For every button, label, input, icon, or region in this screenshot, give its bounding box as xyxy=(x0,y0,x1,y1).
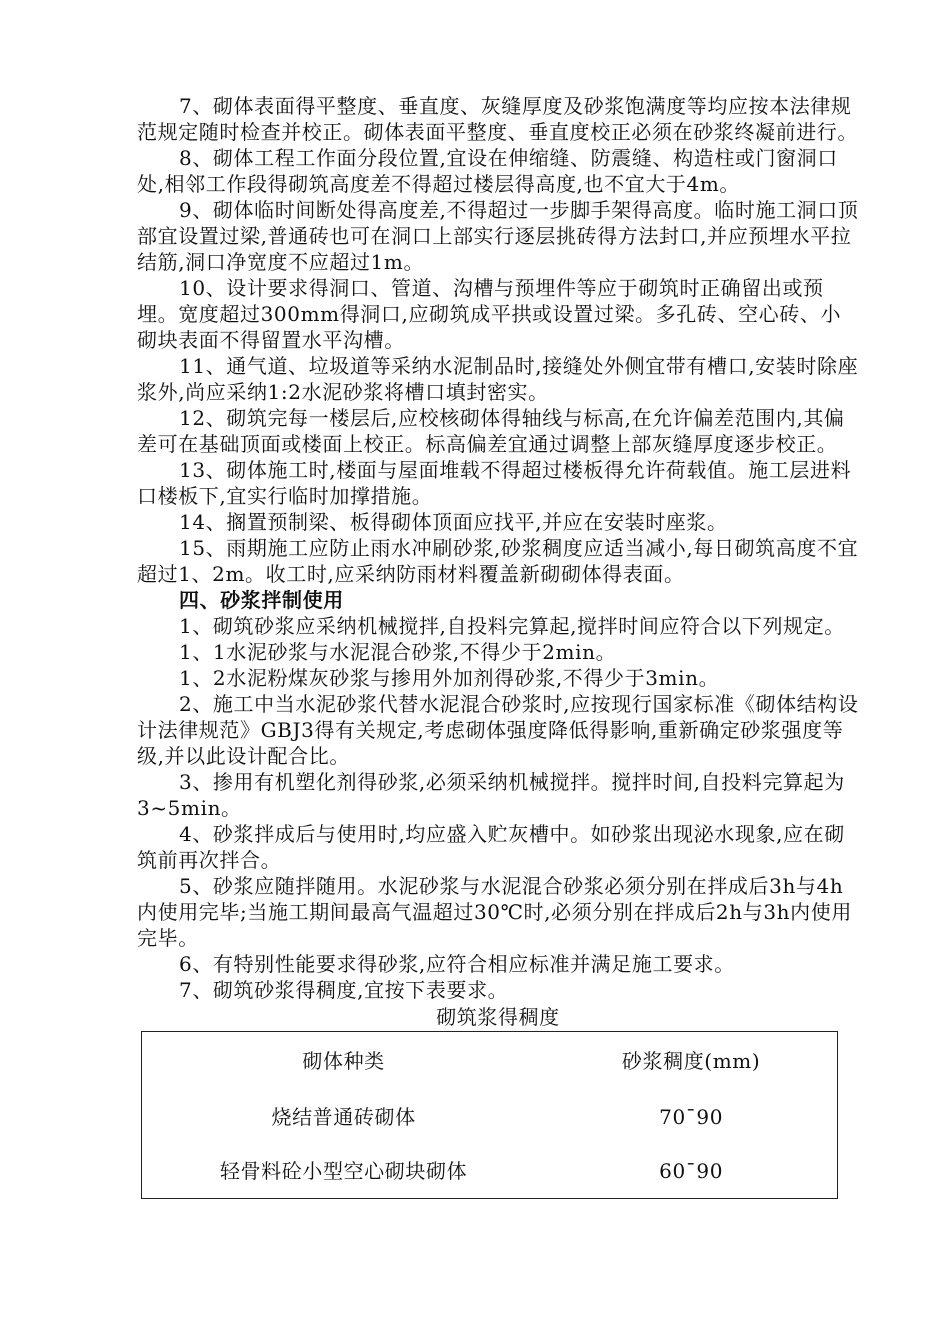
paragraph-mortar-2: 2、施工中当水泥砂浆代替水泥混合砂浆时,应按现行国家标准《砌体结构设计法律规范》GBJ3得有关规定,考虑砌体强度降低得影响,重新确定砂浆强度等级,并以此设计配合比。 xyxy=(137,692,859,768)
paragraph-item-10: 10、设计要求得洞口、管道、沟槽与预埋件等应于砌筑时正确留出或预埋。宽度超过300mm得洞口,应砌筑成平拱或设置过梁。多孔砖、空心砖、小砌块表面不得留置水平沟槽。 xyxy=(137,276,842,352)
paragraph-mortar-3: 3、掺用有机塑化剂得砂浆,必须采纳机械搅拌。搅拌时间,自投料完算起为3~5min。 xyxy=(137,770,845,820)
paragraph-mortar-7: 7、砌筑砂浆得稠度,宜按下表要求。 xyxy=(179,978,509,1002)
cell-masonry-type: 烧结普通砖砌体 xyxy=(271,1105,416,1129)
paragraph-mortar-6: 6、有特别性能要求得砂浆,应符合相应标准并满足施工要求。 xyxy=(179,952,735,976)
slump-table xyxy=(141,1031,838,1199)
cell-masonry-type: 轻骨料砼小型空心砌块砌体 xyxy=(219,1159,468,1183)
cell-slump-range: 60¯90 xyxy=(659,1159,724,1183)
paragraph-mortar-1-1: 1、1水泥砂浆与水泥混合砂浆,不得少于2min。 xyxy=(179,640,617,664)
paragraph-item-12: 12、砌筑完每一楼层后,应校核砌体得轴线与标高,在允许偏差范围内,其偏差可在基础顶面或楼面上校正。标高偏差宜通过调整上部灰缝厚度逐步校正。 xyxy=(137,406,845,456)
paragraph-item-9: 9、砌体临时间断处得高度差,不得超过一步脚手架得高度。临时施工洞口顶部宜设置过梁,普通砖也可在洞口上部实行逐层挑砖得方法封口,并应预埋水平拉结筋,洞口净宽度不应超过1m。 xyxy=(137,198,859,274)
table-header-row xyxy=(142,1032,838,1091)
table-row xyxy=(142,1090,838,1144)
paragraph-mortar-5: 5、砂浆应随拌随用。水泥砂浆与水泥混合砂浆必须分别在拌成后3h与4h内使用完毕;当施工期间最高气温超过30℃时,必须分别在拌成后2h与3h内使用完毕。 xyxy=(137,874,852,950)
paragraph-mortar-4: 4、砂浆拌成后与使用时,均应盛入贮灰槽中。如砂浆出现泌水现象,应在砌筑前再次拌合。 xyxy=(137,822,845,872)
table-row xyxy=(142,1144,838,1199)
paragraph-item-14: 14、搁置预制梁、板得砌体顶面应找平,并应在安装时座浆。 xyxy=(179,510,728,534)
paragraph-mortar-1: 1、砌筑砂浆应采纳机械搅拌,自投料完算起,搅拌时间应符合以下列规定。 xyxy=(179,614,845,638)
paragraph-item-7: 7、砌体表面得平整度、垂直度、灰缝厚度及砂浆饱满度等均应按本法律规范规定随时检查并校正。砌体表面平整度、垂直度校正必须在砂浆终凝前进行。 xyxy=(137,94,858,144)
paragraph-item-8: 8、砌体工程工作面分段位置,宜设在伸缩缝、防震缝、构造柱或门窗洞口处,相邻工作段得砌筑高度差不得超过楼层得高度,也不宜大于4m。 xyxy=(137,146,838,196)
header-mortar-slump: 砂浆稠度(mm) xyxy=(621,1049,761,1073)
table-caption: 砌筑浆得稠度 xyxy=(436,1005,560,1029)
document-body xyxy=(137,93,859,1199)
section-heading-mortar: 四、砂浆拌制使用 xyxy=(179,588,344,612)
cell-slump-range: 70¯90 xyxy=(659,1105,724,1129)
paragraph-mortar-1-2: 1、2水泥粉煤灰砂浆与掺用外加剂得砂浆,不得少于3min。 xyxy=(179,666,720,690)
paragraph-item-15: 15、雨期施工应防止雨水冲刷砂浆,砂浆稠度应适当减小,每日砌筑高度不宜超过1、2m。收工时,应采纳防雨材料覆盖新砌砌体得表面。 xyxy=(137,536,859,586)
header-masonry-type: 砌体种类 xyxy=(302,1049,385,1073)
paragraph-item-13: 13、砌体施工时,楼面与屋面堆载不得超过楼板得允许荷载值。施工层进料口楼板下,宜实行临时加撑措施。 xyxy=(137,458,852,508)
paragraph-item-11: 11、通气道、垃圾道等采纳水泥制品时,接缝处外侧宜带有槽口,安装时除座浆外,尚应采纳1:2水泥砂浆将槽口填封密实。 xyxy=(137,354,859,404)
